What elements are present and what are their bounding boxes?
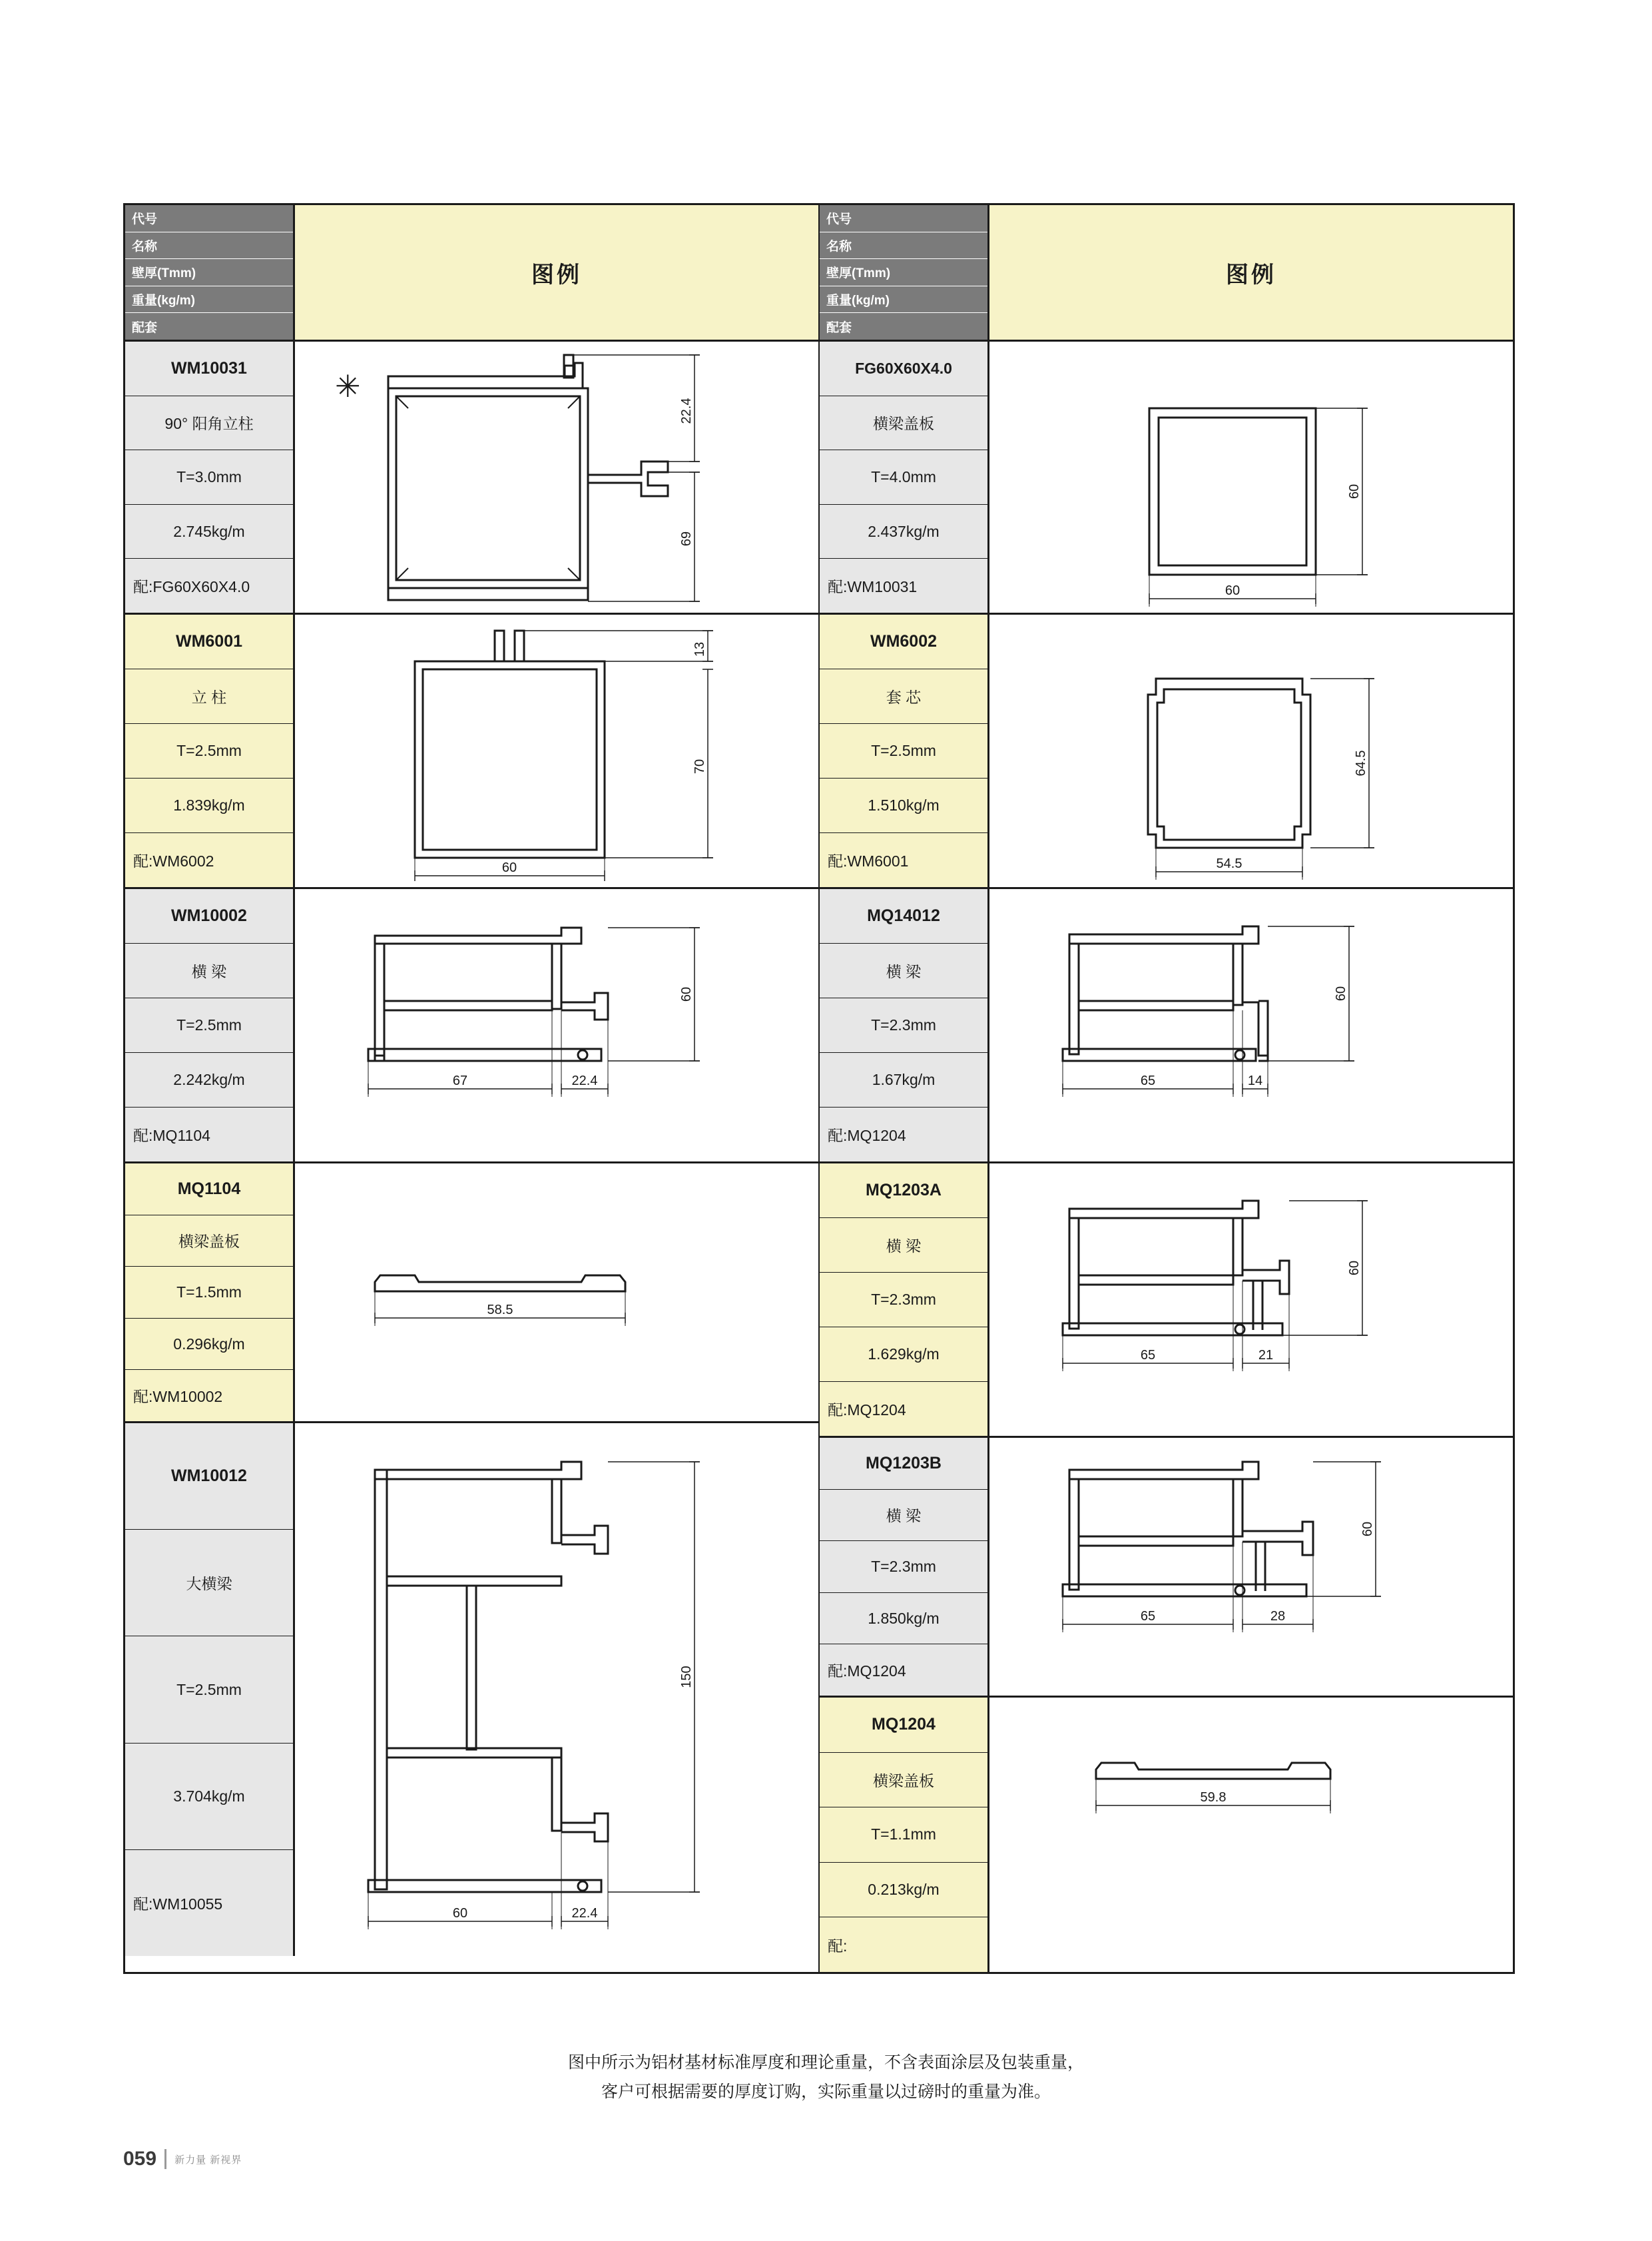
dimension-label: 60 <box>501 860 517 875</box>
profile-name: 大横梁 <box>125 1530 293 1636</box>
dimension-label: 60 <box>679 986 694 1002</box>
profile-match: 配:WM10002 <box>125 1370 293 1421</box>
dimension-label: 58.5 <box>487 1303 513 1317</box>
profile-drawing-mq1104 <box>295 1163 814 1419</box>
dimension-label: 64.5 <box>1354 750 1368 777</box>
profile-match: 配:MQ1204 <box>820 1108 987 1161</box>
table-row <box>125 1163 818 1423</box>
dimension-label: 60 <box>1334 986 1348 1002</box>
dimension-label: 22.4 <box>571 1906 598 1921</box>
footnote-line-1: 图中所示为铝材基材标准厚度和理论重量，不含表面涂层及包装重量， <box>567 2053 1084 2072</box>
profile-code: WM10012 <box>125 1423 293 1530</box>
dimension-label: 59.8 <box>1200 1790 1227 1805</box>
profile-weight: 1.850kg/m <box>820 1593 987 1645</box>
header-label-thickness: 壁厚(Tmm) <box>125 259 293 286</box>
dimension-label: 13 <box>692 641 707 657</box>
profile-code: FG60X60X4.0 <box>820 342 987 396</box>
spec-cells <box>820 1163 989 1436</box>
dimension-label: 22.4 <box>571 1074 598 1088</box>
profile-thickness: T=2.5mm <box>125 998 293 1053</box>
dimension-label: 69 <box>679 531 694 547</box>
profile-match: 配:MQ1204 <box>820 1644 987 1696</box>
header-label-match: 配套 <box>820 313 987 340</box>
spec-cells <box>125 615 295 887</box>
profile-figure <box>989 1698 1513 1972</box>
profile-name: 套 芯 <box>820 669 987 724</box>
profile-figure <box>989 1438 1513 1696</box>
profile-thickness: T=1.5mm <box>125 1267 293 1319</box>
profile-name: 90° 阳角立柱 <box>125 396 293 451</box>
profile-name: 横梁盖板 <box>820 1753 987 1808</box>
table-row <box>820 889 1513 1163</box>
dimension-label: 54.5 <box>1216 856 1242 871</box>
profile-weight: 0.213kg/m <box>820 1863 987 1918</box>
dimension-label: 65 <box>1140 1609 1156 1624</box>
profile-code: MQ1204 <box>820 1698 987 1753</box>
profile-thickness: T=2.5mm <box>820 724 987 779</box>
header-label-name: 名称 <box>820 232 987 260</box>
spec-cells <box>125 889 295 1161</box>
dimension-label: 60 <box>1360 1521 1375 1537</box>
footnote-line-2: 客户可根据需要的厚度订购，实际重量以过磅时的重量为准。 <box>601 2082 1051 2101</box>
profile-weight: 1.67kg/m <box>820 1053 987 1108</box>
table-row <box>820 1163 1513 1438</box>
footnote <box>0 2048 1652 2106</box>
profile-name: 横 梁 <box>820 1218 987 1273</box>
profile-drawing-fg60x60 <box>989 342 1509 611</box>
spec-cells <box>820 342 989 613</box>
profile-weight: 1.510kg/m <box>820 779 987 833</box>
profile-tables <box>123 203 1515 1974</box>
profile-weight: 1.629kg/m <box>820 1327 987 1382</box>
profile-code: WM6002 <box>820 615 987 669</box>
profile-code: MQ14012 <box>820 889 987 944</box>
spec-cells <box>820 1698 989 1972</box>
dimension-label: 14 <box>1247 1074 1263 1088</box>
spec-cells <box>820 889 989 1161</box>
profile-code: MQ1203B <box>820 1438 987 1490</box>
profile-match: 配:WM6001 <box>820 833 987 887</box>
table-row <box>820 615 1513 889</box>
profile-figure <box>989 889 1513 1161</box>
header-label-code: 代号 <box>125 205 293 232</box>
spec-cells <box>820 615 989 887</box>
dimension-label: 21 <box>1258 1348 1274 1363</box>
header-label-name: 名称 <box>125 232 293 260</box>
profile-match: 配:MQ1104 <box>125 1108 293 1161</box>
spec-cells <box>125 342 295 613</box>
profile-drawing-wm10002 <box>295 889 814 1159</box>
dimension-label: 60 <box>1225 583 1240 598</box>
table-row <box>125 342 818 615</box>
dimension-label: 150 <box>679 1666 694 1688</box>
page-footer <box>123 2148 242 2170</box>
profile-drawing-wm10031 <box>295 342 814 611</box>
profile-weight: 1.839kg/m <box>125 779 293 833</box>
table-header <box>820 205 1513 342</box>
right-table <box>819 203 1515 1974</box>
profile-name: 横梁盖板 <box>125 1215 293 1267</box>
profile-figure <box>295 1163 818 1421</box>
profile-weight: 0.296kg/m <box>125 1319 293 1371</box>
dimension-label: 67 <box>452 1074 468 1088</box>
profile-name: 横 梁 <box>820 944 987 998</box>
table-row <box>820 342 1513 615</box>
profile-code: MQ1104 <box>125 1163 293 1215</box>
profile-code: WM10031 <box>125 342 293 396</box>
table-row <box>125 615 818 889</box>
table-header <box>125 205 818 342</box>
header-figure-label: 图例 <box>989 205 1513 340</box>
left-table <box>123 203 819 1974</box>
dimension-label: 65 <box>1140 1348 1156 1363</box>
profile-weight: 3.704kg/m <box>125 1744 293 1850</box>
spec-cells <box>820 1438 989 1696</box>
profile-name: 横 梁 <box>820 1490 987 1542</box>
dimension-label: 70 <box>692 759 707 775</box>
profile-drawing-wm6001 <box>295 615 814 885</box>
profile-figure <box>295 1423 818 1956</box>
table-row <box>820 1438 1513 1698</box>
page-number: 059 <box>123 2148 157 2170</box>
profile-drawing-mq1203b <box>989 1438 1509 1694</box>
dimension-label: 60 <box>1347 483 1362 499</box>
profile-thickness: T=2.3mm <box>820 1541 987 1593</box>
profile-thickness: T=2.3mm <box>820 1273 987 1327</box>
dimension-label: 60 <box>1347 1260 1362 1276</box>
footer-divider <box>164 2149 166 2169</box>
header-figure-label: 图例 <box>295 205 818 340</box>
header-label-weight: 重量(kg/m) <box>125 286 293 314</box>
header-labels <box>820 205 989 340</box>
profile-match: 配:MQ1204 <box>820 1382 987 1436</box>
profile-figure <box>295 615 818 887</box>
profile-match: 配:FG60X60X4.0 <box>125 559 293 613</box>
profile-drawing-mq1204 <box>989 1698 1509 1968</box>
header-label-code: 代号 <box>820 205 987 232</box>
table-row <box>125 889 818 1163</box>
profile-thickness: T=1.1mm <box>820 1807 987 1863</box>
dimension-label: 28 <box>1270 1609 1286 1624</box>
profile-thickness: T=2.3mm <box>820 998 987 1053</box>
profile-match: 配:WM6002 <box>125 833 293 887</box>
profile-figure <box>989 1163 1513 1436</box>
profile-weight: 2.745kg/m <box>125 505 293 559</box>
header-label-match: 配套 <box>125 313 293 340</box>
header-label-weight: 重量(kg/m) <box>820 286 987 314</box>
dimension-label: 60 <box>452 1906 468 1921</box>
header-labels <box>125 205 295 340</box>
profile-match: 配:WM10031 <box>820 559 987 613</box>
profile-drawing-wm10012 <box>295 1423 814 1952</box>
profile-code: WM6001 <box>125 615 293 669</box>
profile-code: MQ1203A <box>820 1163 987 1218</box>
star-marker: ✳ <box>335 369 361 404</box>
profile-weight: 2.242kg/m <box>125 1053 293 1108</box>
profile-thickness: T=4.0mm <box>820 450 987 505</box>
profile-code: WM10002 <box>125 889 293 944</box>
profile-thickness: T=3.0mm <box>125 450 293 505</box>
profile-thickness: T=2.5mm <box>125 1636 293 1743</box>
profile-thickness: T=2.5mm <box>125 724 293 779</box>
spec-cells <box>125 1163 295 1421</box>
profile-figure <box>989 615 1513 887</box>
profile-match: 配: <box>820 1917 987 1972</box>
dimension-label: 22.4 <box>679 398 694 424</box>
header-label-thickness: 壁厚(Tmm) <box>820 259 987 286</box>
table-row <box>820 1698 1513 1972</box>
profile-name: 横梁盖板 <box>820 396 987 451</box>
profile-name: 立 柱 <box>125 669 293 724</box>
dimension-label: 65 <box>1140 1074 1156 1088</box>
profile-figure <box>295 889 818 1161</box>
profile-figure <box>989 342 1513 613</box>
profile-drawing-wm6002 <box>989 615 1509 885</box>
profile-drawing-mq14012 <box>989 889 1509 1159</box>
profile-name: 横 梁 <box>125 944 293 998</box>
spec-cells <box>125 1423 295 1956</box>
profile-match: 配:WM10055 <box>125 1850 293 1956</box>
profile-weight: 2.437kg/m <box>820 505 987 559</box>
table-row <box>125 1423 818 1956</box>
profile-figure <box>295 342 818 613</box>
profile-drawing-mq1203a <box>989 1163 1509 1434</box>
brand-slogan: 新力量 新视界 <box>174 2154 242 2166</box>
